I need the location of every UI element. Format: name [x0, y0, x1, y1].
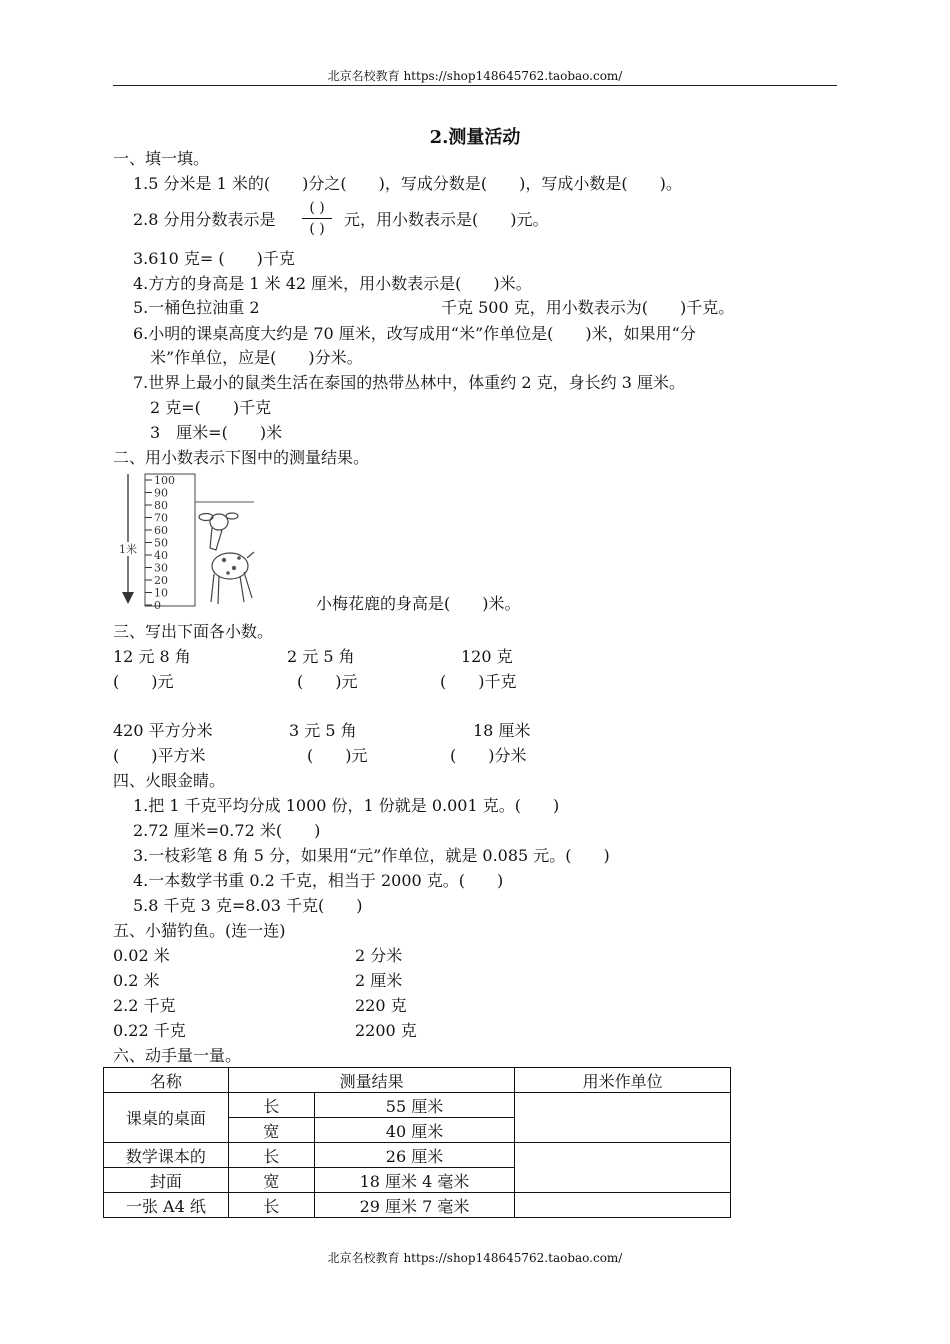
- decimal-answer: ( )元: [297, 672, 358, 691]
- decimal-answer: ( )分米: [450, 746, 527, 765]
- deer-spots: [222, 556, 241, 575]
- match-left-item: 0.02 米: [113, 946, 170, 965]
- ruler-tick-label: 20: [154, 574, 168, 587]
- measure-value: 18 厘米 4 毫米: [314, 1168, 515, 1193]
- ruler-label: 1米: [119, 543, 137, 556]
- ruler-tick-label: 90: [154, 486, 168, 500]
- ruler-tick-label: 70: [154, 511, 168, 525]
- judge-item: 1.把 1 千克平均分成 1000 份，1 份就是 0.001 克。( ): [133, 796, 560, 815]
- header-name: 名称: [104, 1068, 229, 1093]
- q6-text-a: 6.小明的课桌高度大约是 70 厘米，改写成用“米”作单位是( )米，如果用“分: [133, 324, 696, 343]
- q5-text-a: 5.一桶色拉油重 2: [133, 298, 260, 317]
- dimension-label: 长: [228, 1193, 314, 1218]
- decimal-answer: ( )千克: [440, 672, 517, 691]
- section5-heading: 五、小猫钓鱼。(连一连): [113, 921, 286, 940]
- section2-heading: 二、用小数表示下图中的测量结果。: [113, 448, 370, 467]
- answer-cell[interactable]: [515, 1143, 731, 1193]
- table-row: [104, 1093, 731, 1118]
- page-header: 北京名校教育 https://shop148645762.taobao.com/: [327, 69, 623, 83]
- page-title: 2.测量活动: [429, 127, 521, 148]
- ruler-tick-label: 80: [154, 499, 168, 512]
- ruler-tick-label: 40: [154, 549, 168, 562]
- item-name-cont: 封面: [104, 1168, 229, 1193]
- table-row: [104, 1143, 731, 1168]
- fraction-bar: [302, 218, 332, 219]
- match-right-item: 220 克: [355, 996, 407, 1015]
- q2-fraction-blank: [300, 200, 334, 238]
- judge-item: 5.8 千克 3 克=8.03 千克( ): [133, 896, 363, 915]
- ruler-tick-label: 50: [154, 536, 168, 550]
- match-left-item: 0.2 米: [113, 971, 160, 990]
- q7-sub-a: 2 克=( )千克: [150, 398, 272, 417]
- fraction-denominator: ( ): [309, 221, 325, 237]
- measure-value: 29 厘米 7 毫米: [314, 1193, 515, 1218]
- deer-illustration: [199, 513, 254, 604]
- decimal-answer: ( )元: [113, 672, 174, 691]
- decimal-answer: ( )平方米: [113, 746, 206, 765]
- ruler-tick-label: 60: [154, 524, 168, 537]
- header-result: 测量结果: [228, 1068, 515, 1093]
- header-unit: 用米作单位: [515, 1068, 731, 1093]
- ruler-tick-label: 100: [154, 474, 175, 487]
- q2-text-a: 2.8 分用分数表示是: [133, 210, 276, 229]
- q5-text-b: 千克 500 克，用小数表示为( )千克。: [441, 298, 735, 317]
- q6-text-b: 米”作单位，应是( )分米。: [150, 348, 363, 367]
- measure-value: 40 厘米: [314, 1118, 515, 1143]
- match-right-item: 2200 克: [355, 1021, 417, 1040]
- match-right-item: 2 分米: [355, 946, 403, 965]
- decimal-item: 12 元 8 角: [113, 647, 191, 666]
- judge-item: 2.72 厘米=0.72 米( ): [133, 821, 321, 840]
- answer-cell[interactable]: [515, 1093, 731, 1143]
- decimal-item: 3 元 5 角: [289, 721, 357, 740]
- section3-heading: 三、写出下面各小数。: [113, 622, 274, 641]
- ruler-arrow-head: [122, 592, 134, 604]
- judge-item: 3.一枝彩笔 8 角 5 分，如果用“元”作单位，就是 0.085 元。( ): [133, 846, 610, 865]
- dimension-label: 长: [228, 1093, 314, 1118]
- q2-text-b: 元，用小数表示是( )元。: [344, 210, 549, 229]
- table-row: [104, 1193, 731, 1218]
- deer-caption: 小梅花鹿的身高是( )米。: [316, 594, 521, 613]
- measure-value: 55 厘米: [314, 1093, 515, 1118]
- judge-item: 4.一本数学书重 0.2 千克，相当于 2000 克。( ): [133, 871, 504, 890]
- page-footer: 北京名校教育 https://shop148645762.taobao.com/: [327, 1251, 623, 1265]
- item-name: 课桌的桌面: [104, 1093, 229, 1143]
- match-right-item: 2 厘米: [355, 971, 403, 990]
- dimension-label: 宽: [228, 1168, 314, 1193]
- decimal-item: 120 克: [461, 647, 513, 666]
- decimal-item: 420 平方分米: [113, 721, 213, 740]
- decimal-item: 18 厘米: [473, 721, 531, 740]
- header-rule: [113, 85, 837, 86]
- fraction-numerator: ( ): [309, 200, 325, 216]
- item-name: 一张 A4 纸: [104, 1193, 229, 1218]
- ruler-deer-figure: [118, 470, 258, 610]
- dimension-label: 长: [228, 1143, 314, 1168]
- answer-cell[interactable]: [515, 1193, 731, 1218]
- q3-text: 3.610 克= ( )千克: [133, 249, 295, 268]
- decimal-item: 2 元 5 角: [287, 647, 355, 666]
- table-header-row: [104, 1068, 731, 1093]
- measure-value: 26 厘米: [314, 1143, 515, 1168]
- q4-text: 4.方方的身高是 1 米 42 厘米，用小数表示是( )米。: [133, 274, 532, 293]
- ruler-tick-label: 10: [154, 586, 168, 600]
- match-left-item: 0.22 千克: [113, 1021, 186, 1040]
- q7-text: 7.世界上最小的鼠类生活在泰国的热带丛林中，体重约 2 克，身长约 3 厘米。: [133, 373, 685, 392]
- section4-heading: 四、火眼金睛。: [113, 771, 226, 790]
- item-name: 数学课本的: [104, 1143, 229, 1168]
- q1-text: 1.5 分米是 1 米的( )分之( )，写成分数是( )，写成小数是( )。: [133, 174, 682, 193]
- decimal-answer: ( )元: [307, 746, 368, 765]
- q7-sub-b: 3 厘米=( )米: [150, 423, 283, 442]
- section1-heading: 一、填一填。: [113, 149, 210, 168]
- ruler-tick-label: 30: [154, 561, 168, 575]
- ruler-scale: [145, 474, 195, 606]
- ruler-tick-label: 0: [154, 599, 161, 610]
- dimension-label: 宽: [228, 1118, 314, 1143]
- section6-heading: 六、动手量一量。: [113, 1046, 242, 1065]
- match-left-item: 2.2 千克: [113, 996, 176, 1015]
- measurement-table: [103, 1067, 731, 1218]
